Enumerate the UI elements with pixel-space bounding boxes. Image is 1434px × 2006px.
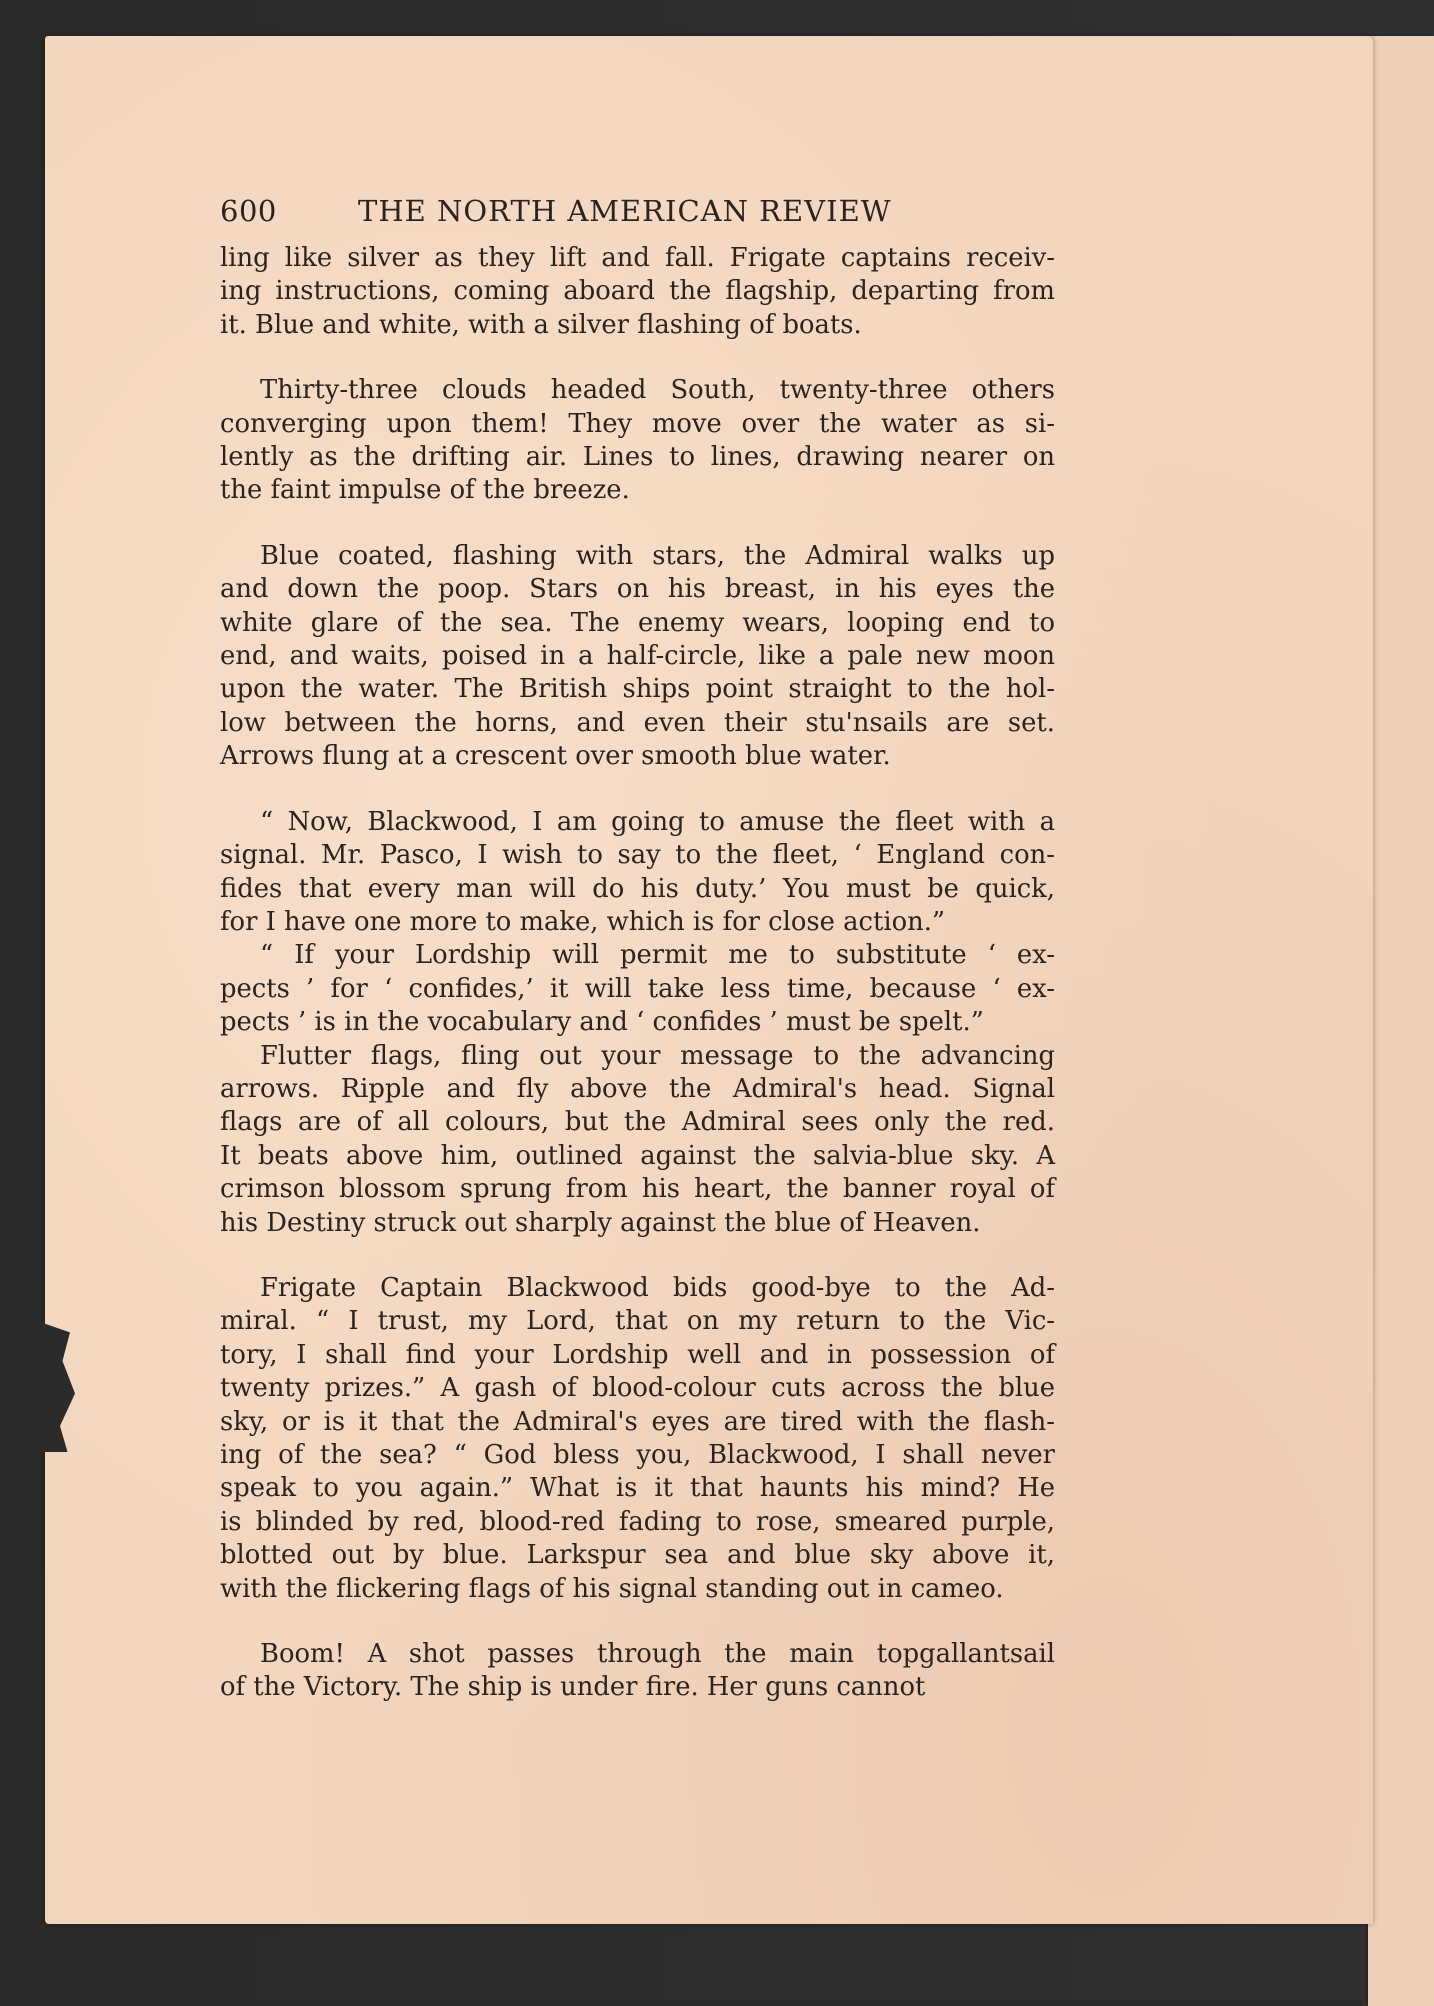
text-line: ing of the sea? “ God bless you, Blackwood, I shall never bbox=[220, 1440, 1055, 1470]
paragraph-p7 bbox=[220, 1272, 1055, 1606]
text-line: fides that every man will do his duty.’ You must be quick, bbox=[220, 873, 1055, 904]
text-line: of the Victory. The ship is under fire. Her guns cannot bbox=[220, 1672, 926, 1703]
text-line: twenty prizes.” A gash of blood-colour cuts across the blue bbox=[220, 1373, 1055, 1404]
paragraph-p2 bbox=[220, 374, 1055, 508]
text-line: Arrows flung at a crescent over smooth blue water. bbox=[220, 741, 891, 772]
running-title: THE NORTH AMERICAN REVIEW bbox=[358, 194, 892, 228]
text-line: for I have one more to make, which is for close action.” bbox=[220, 906, 946, 937]
text-line: It beats above him, outlined against the salvia-blue sky. A bbox=[220, 1140, 1055, 1171]
paragraph-gap bbox=[220, 1606, 1055, 1638]
text-line: crimson blossom sprung from his heart, the banner royal of bbox=[220, 1174, 1055, 1205]
paragraph-p3 bbox=[220, 540, 1055, 774]
text-line: lently as the drifting air. Lines to lines, drawing nearer on bbox=[220, 442, 1055, 473]
text-line: low between the horns, and even their stu'nsails are set. bbox=[220, 707, 1055, 738]
text-line: ing instructions, coming aboard the flagship, departing from bbox=[220, 276, 1055, 307]
paragraph-gap bbox=[220, 1240, 1055, 1272]
text-line: sky, or is it that the Admiral's eyes are tired with the flash- bbox=[220, 1406, 1055, 1437]
page-number: 600 bbox=[220, 194, 277, 228]
text-line: white glare of the sea. The enemy wears, looping end to bbox=[220, 607, 1055, 638]
text-line: tory, I shall find your Lordship well and in possession of bbox=[220, 1339, 1055, 1370]
text-line: “ If your Lordship will permit me to substitute ‘ ex- bbox=[260, 940, 1055, 971]
body-text bbox=[220, 242, 1055, 1705]
paragraph-gap bbox=[220, 774, 1055, 806]
text-line: Frigate Captain Blackwood bids good-bye to the Ad- bbox=[260, 1272, 1055, 1303]
text-line: upon the water. The British ships point straight to the hol- bbox=[220, 674, 1055, 705]
text-line: the faint impulse of the breeze. bbox=[220, 475, 630, 506]
text-line: speak to you again.” What is it that haunts his mind? He bbox=[220, 1473, 1055, 1504]
text-line: pects ’ is in the vocabulary and ‘ confides ’ must be spelt.” bbox=[220, 1007, 984, 1038]
paragraph-p8 bbox=[220, 1638, 1055, 1705]
text-line: converging upon them! They move over the water as si- bbox=[220, 408, 1055, 439]
text-line: ling like silver as they lift and fall. Frigate captains receiv- bbox=[220, 243, 1055, 273]
paragraph-p6 bbox=[220, 1040, 1055, 1240]
adjacent-page-edge bbox=[1368, 36, 1434, 2006]
paragraph-p4 bbox=[220, 806, 1055, 940]
text-line: Blue coated, flashing with stars, the Admiral walks up bbox=[260, 540, 1055, 571]
text-line: “ Now, Blackwood, I am going to amuse the fleet with a bbox=[260, 806, 1055, 837]
text-line: and down the poop. Stars on his breast, in his eyes the bbox=[220, 574, 1055, 605]
text-line: is blinded by red, blood-red fading to rose, smeared purple, bbox=[220, 1506, 1055, 1537]
text-line: signal. Mr. Pasco, I wish to say to the fleet, ‘ England con- bbox=[220, 840, 1055, 871]
text-line: pects ’ for ‘ confides,’ it will take less time, because ‘ ex- bbox=[220, 973, 1055, 1004]
text-line: his Destiny struck out sharply against the blue of Heaven. bbox=[220, 1207, 981, 1238]
text-line: Boom! A shot passes through the main topgallantsail bbox=[260, 1639, 1055, 1670]
text-line: end, and waits, poised in a half-circle, like a pale new moon bbox=[220, 641, 1055, 672]
paragraph-gap bbox=[220, 342, 1055, 374]
page-header bbox=[220, 194, 1055, 242]
text-line: Flutter flags, fling out your message to the advancing bbox=[260, 1040, 1055, 1071]
document-page bbox=[220, 194, 1055, 1705]
paragraph-p5 bbox=[220, 939, 1055, 1039]
text-line: flags are of all colours, but the Admiral sees only the red. bbox=[220, 1107, 1055, 1138]
paragraph-gap bbox=[220, 508, 1055, 540]
text-line: it. Blue and white, with a silver flashing of boats. bbox=[220, 309, 862, 340]
text-line: with the flickering flags of his signal standing out in cameo. bbox=[220, 1573, 1004, 1604]
text-line: miral. “ I trust, my Lord, that on my return to the Vic- bbox=[220, 1306, 1055, 1337]
text-line: blotted out by blue. Larkspur sea and blue sky above it, bbox=[220, 1540, 1055, 1571]
text-line: arrows. Ripple and fly above the Admiral's head. Signal bbox=[220, 1073, 1055, 1104]
paragraph-p1 bbox=[220, 242, 1055, 342]
text-line: Thirty-three clouds headed South, twenty-three others bbox=[260, 375, 1055, 406]
